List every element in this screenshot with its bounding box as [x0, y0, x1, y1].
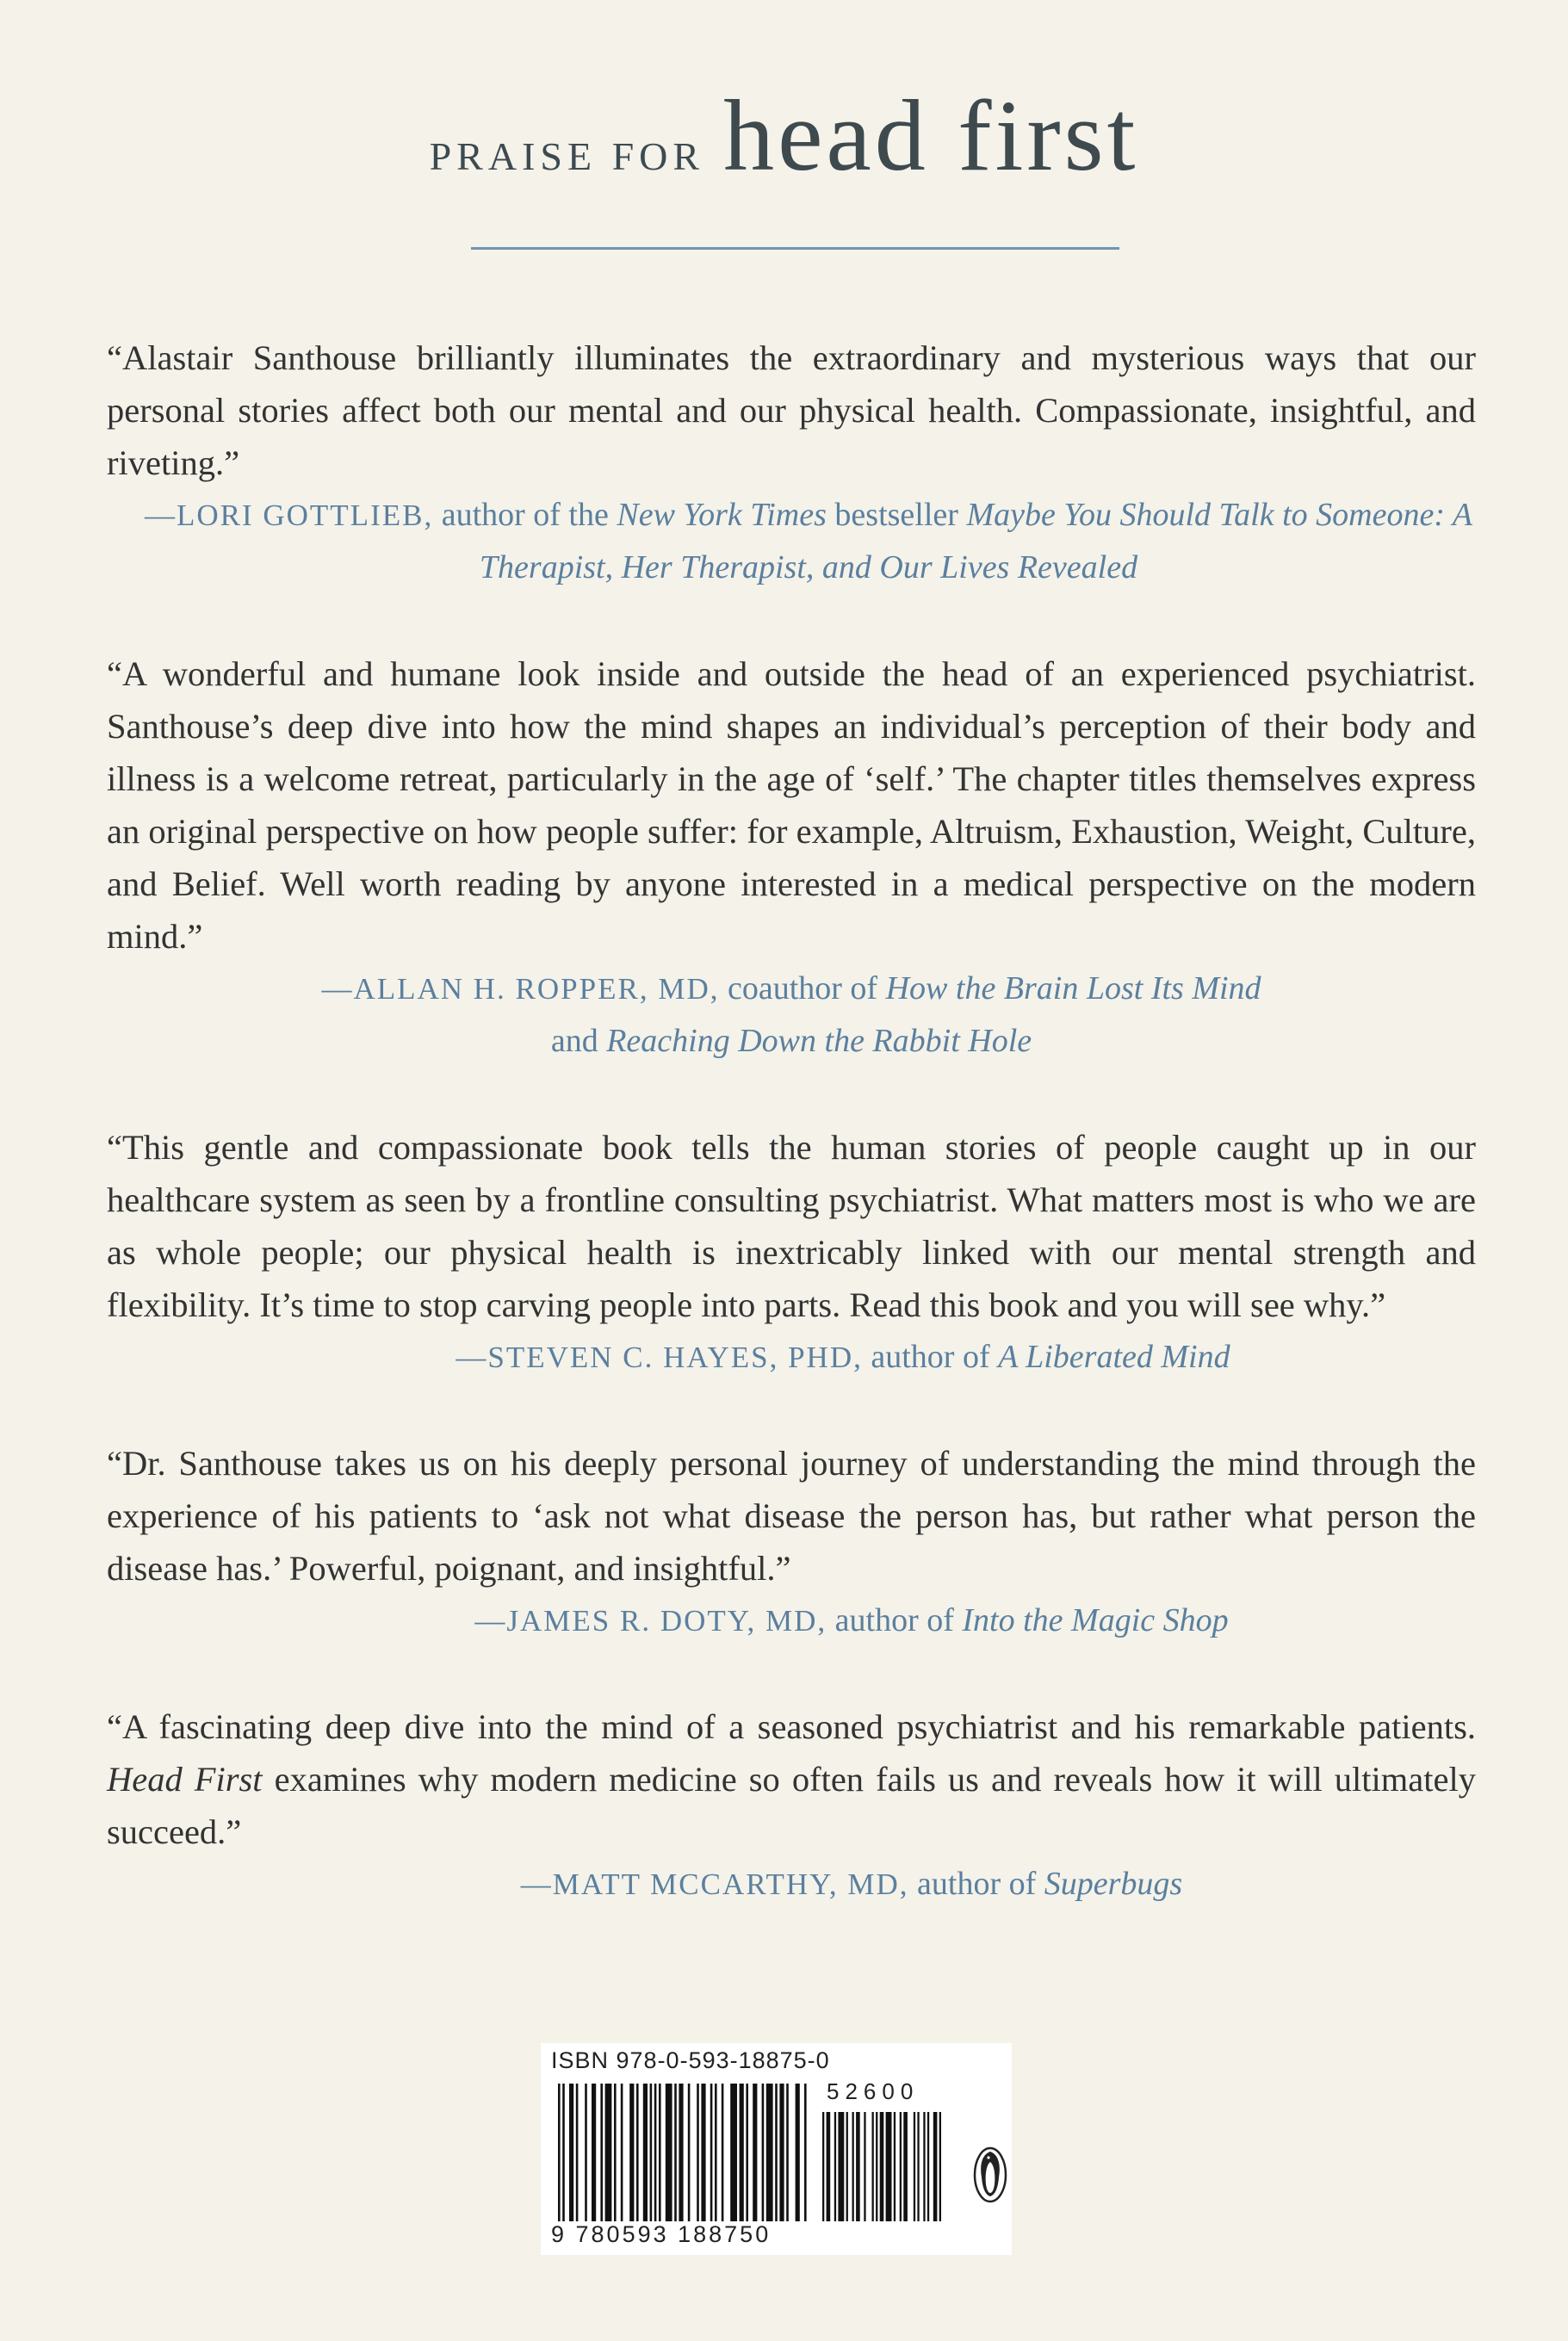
barcode-bar — [643, 2084, 648, 2221]
barcode-bar — [933, 2112, 938, 2221]
barcode-bar — [834, 2112, 836, 2221]
barcode-addon-digits: 52600 — [827, 2078, 920, 2104]
blurb-quote — [107, 1700, 1476, 1858]
header-prefix: PRAISE FOR — [429, 134, 705, 178]
barcode-bar — [903, 2112, 908, 2221]
attribution-role: bestseller — [834, 497, 958, 533]
barcode-bar — [701, 2084, 705, 2221]
isbn-label: ISBN 978-0-593-18875-0 — [551, 2047, 830, 2073]
barcode-bar — [740, 2084, 744, 2221]
attribution-work: Reaching Down the Rabbit Hole — [606, 1023, 1032, 1059]
barcode-bar — [872, 2112, 874, 2221]
quote-text: examines why modern medicine so often fails us and reveals how it will ultimately succeed.” — [107, 1760, 1476, 1851]
barcode-bar — [876, 2112, 877, 2221]
header — [0, 77, 1568, 195]
barcode-bar — [629, 2084, 634, 2221]
barcode-bar — [605, 2084, 612, 2221]
barcode-bar — [827, 2112, 831, 2221]
quote-book-title: Head First — [107, 1760, 263, 1799]
barcode-bar — [786, 2084, 789, 2221]
barcode-bar — [562, 2084, 565, 2221]
barcode-bar — [856, 2112, 860, 2221]
attribution-name: —ALLAN H. ROPPER, MD, — [321, 972, 720, 1006]
barcode-bar — [852, 2112, 854, 2221]
blurb-attribution — [107, 489, 1476, 594]
attribution-conjunction: and — [550, 1023, 598, 1059]
attribution-work: A Liberated Mind — [998, 1339, 1230, 1375]
barcode-bar — [585, 2084, 587, 2221]
barcode-bar — [730, 2084, 737, 2221]
barcode-bar — [914, 2112, 915, 2221]
barcode-bar — [838, 2112, 844, 2221]
attribution-work: Into the Magic Shop — [962, 1602, 1229, 1638]
blurb-attribution — [107, 1858, 1476, 1911]
barcode-bar — [864, 2112, 865, 2221]
blurbs — [107, 331, 1476, 1911]
barcode-bar — [666, 2084, 672, 2221]
barcode-bar — [674, 2084, 677, 2221]
barcode-bar — [917, 2112, 919, 2221]
barcode-bar — [569, 2084, 573, 2221]
barcode-bar — [697, 2084, 699, 2221]
barcode-bar — [614, 2084, 617, 2221]
attribution-role: coauthor of — [727, 970, 878, 1006]
barcode-bar — [804, 2084, 807, 2221]
barcode-bar — [558, 2084, 561, 2221]
barcode-bar — [659, 2084, 661, 2221]
attribution-role: author of the — [441, 497, 609, 533]
barcode-bar — [746, 2084, 748, 2221]
penguin-logo-icon — [973, 2146, 1007, 2203]
barcode-bar — [766, 2084, 773, 2221]
barcode-bar — [886, 2112, 892, 2221]
barcode-bar — [927, 2112, 929, 2221]
barcode-bar — [688, 2084, 691, 2221]
barcode-bar — [592, 2084, 596, 2221]
barcode-bar — [679, 2084, 683, 2221]
barcode-bar — [923, 2112, 925, 2221]
blurb-attribution — [107, 1331, 1476, 1384]
barcode-bar — [715, 2084, 717, 2221]
barcode-bars — [558, 2084, 808, 2221]
quote-text: “A fascinating deep dive into the mind of a seasoned psychiatrist and his remarkable patients. — [107, 1707, 1476, 1746]
blurb-attribution — [107, 963, 1476, 1068]
blurb-quote: “Dr. Santhouse takes us on his deeply personal journey of understanding the mind through the experience of his patients to ‘ask not what disease the person has, but rather what person the disease has.’ Powerful, poignant, and insightful.” — [107, 1444, 1476, 1588]
blurb-attribution — [107, 1595, 1476, 1647]
book-title: head first — [723, 79, 1139, 192]
header-rule — [471, 247, 1119, 250]
blurb-quote: “A wonderful and humane look inside and outside the head of an experienced psychiatrist. Santhouse’s deep dive into how the mind shapes an individual’s perception of their body and illness is a welcome retreat, particularly in the age of ‘self.’ The chapter titles themselves express an original perspective on how people suffer: for example, Altruism, Exhaustion, Weight, Culture, and Belief. Well worth reading by anyone interested in a medical perspective on the modern mind.” — [107, 654, 1476, 956]
blurb-quote: “Alastair Santhouse brilliantly illuminates the extraordinary and mysterious ways that our personal stories affect both our mental and our physical health. Compassionate, insightful, and riveting.” — [107, 338, 1476, 482]
barcode-bar — [846, 2112, 848, 2221]
barcode-bar — [650, 2084, 653, 2221]
barcode-addon-bars — [822, 2112, 951, 2221]
barcode-bar — [654, 2084, 657, 2221]
attribution-name: —LORI GOTTLIEB, — [144, 499, 434, 532]
barcode-digits: 9 780593 188750 — [551, 2221, 772, 2247]
barcode-bar — [762, 2084, 765, 2221]
barcode-bar — [822, 2112, 824, 2221]
barcode-bar — [779, 2084, 784, 2221]
attribution-name: —STEVEN C. HAYES, PHD, — [456, 1341, 863, 1374]
barcode-bar — [710, 2084, 713, 2221]
attribution-work: Superbugs — [1044, 1866, 1183, 1902]
barcode-bar — [636, 2084, 639, 2221]
barcode-bar — [939, 2112, 941, 2221]
attribution-publication: New York Times — [617, 497, 827, 533]
attribution-work: Maybe You Should Talk to Someone: A Therapist, Her Therapist, and Our Lives Revealed — [479, 497, 1473, 585]
barcode-bar — [722, 2084, 724, 2221]
attribution-role: author of — [871, 1339, 990, 1375]
barcode-bar — [600, 2084, 603, 2221]
attribution-work: How the Brain Lost Its Mind — [885, 970, 1261, 1006]
attribution-role: author of — [834, 1602, 954, 1638]
attribution-name: —JAMES R. DOTY, MD, — [474, 1604, 827, 1638]
barcode-bar — [775, 2084, 778, 2221]
attribution-role: author of — [917, 1866, 1037, 1902]
barcode-bar — [900, 2112, 902, 2221]
barcode-bar — [753, 2084, 757, 2221]
barcode-bar — [621, 2084, 623, 2221]
barcode-bar — [894, 2112, 896, 2221]
barcode-bar — [796, 2084, 800, 2221]
attribution-name: —MATT MCCARTHY, MD, — [520, 1867, 909, 1901]
barcode-bar — [880, 2112, 884, 2221]
blurb-quote: “This gentle and compassionate book tells the human stories of people caught up in our healthcare system as seen by a frontline consulting psychiatrist. What matters most is who we are as whole people; our physical health is inextricably linked with our mental strength and flexibility. It’s time to stop carving people into parts. Read this book and you will see why.” — [107, 1128, 1476, 1324]
barcode-bar — [576, 2084, 579, 2221]
